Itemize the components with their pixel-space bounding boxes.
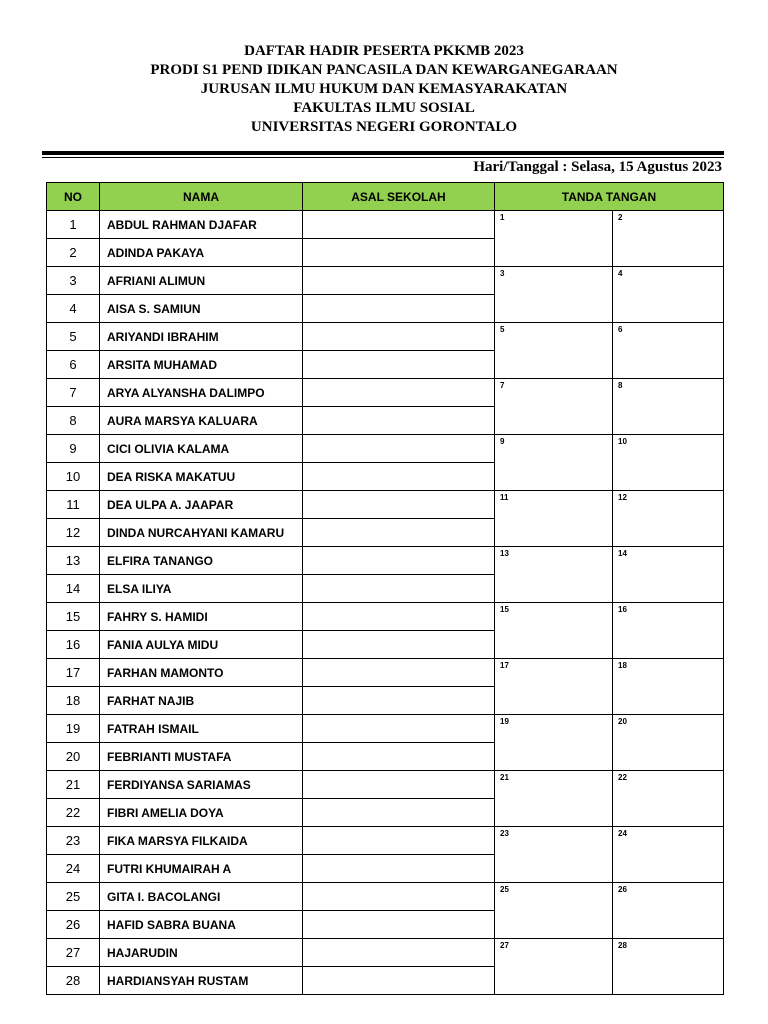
row-number: 27 <box>47 939 100 967</box>
signature-number: 10 <box>618 437 627 446</box>
school-cell[interactable] <box>303 351 495 379</box>
row-number: 1 <box>47 211 100 239</box>
row-number: 21 <box>47 771 100 799</box>
row-number: 4 <box>47 295 100 323</box>
participant-name: FATRAH ISMAIL <box>100 715 303 743</box>
header-title: DAFTAR HADIR PESERTA PKKMB 2023 <box>244 43 524 59</box>
school-cell[interactable] <box>303 463 495 491</box>
row-number: 7 <box>47 379 100 407</box>
signature-cell[interactable] <box>613 379 724 435</box>
school-cell[interactable] <box>303 715 495 743</box>
signature-cell[interactable] <box>495 267 613 323</box>
participant-name: FARHAN MAMONTO <box>100 659 303 687</box>
signature-cell[interactable] <box>613 883 724 939</box>
signature-cell[interactable] <box>495 211 613 267</box>
participant-name: DEA RISKA MAKATUU <box>100 463 303 491</box>
table-row <box>47 883 724 911</box>
signature-number: 8 <box>618 381 623 390</box>
school-cell[interactable] <box>303 827 495 855</box>
signature-cell[interactable] <box>495 827 613 883</box>
row-number: 25 <box>47 883 100 911</box>
participant-name: FIKA MARSYA FILKAIDA <box>100 827 303 855</box>
signature-cell[interactable] <box>495 547 613 603</box>
signature-number: 3 <box>500 269 505 278</box>
signature-number: 24 <box>618 829 627 838</box>
signature-number: 17 <box>500 661 509 670</box>
row-number: 20 <box>47 743 100 771</box>
signature-cell[interactable] <box>495 323 613 379</box>
table-row <box>47 379 724 407</box>
signature-number: 6 <box>618 325 623 334</box>
row-number: 14 <box>47 575 100 603</box>
signature-cell[interactable] <box>495 435 613 491</box>
header-faculty: FAKULTAS ILMU SOSIAL <box>293 100 475 116</box>
school-cell[interactable] <box>303 967 495 995</box>
column-header-signature: TANDA TANGAN <box>495 183 724 211</box>
signature-number: 20 <box>618 717 627 726</box>
signature-number: 4 <box>618 269 623 278</box>
school-cell[interactable] <box>303 491 495 519</box>
school-cell[interactable] <box>303 519 495 547</box>
header-university: UNIVERSITAS NEGERI GORONTALO <box>250 119 518 135</box>
table-row <box>47 827 724 855</box>
participant-name: ARIYANDI IBRAHIM <box>100 323 303 351</box>
school-cell[interactable] <box>303 575 495 603</box>
signature-number: 7 <box>500 381 505 390</box>
signature-cell[interactable] <box>613 827 724 883</box>
row-number: 16 <box>47 631 100 659</box>
signature-number: 15 <box>500 605 509 614</box>
signature-cell[interactable] <box>613 435 724 491</box>
signature-cell[interactable] <box>613 715 724 771</box>
table-row <box>47 491 724 519</box>
row-number: 9 <box>47 435 100 463</box>
table-row <box>47 715 724 743</box>
school-cell[interactable] <box>303 855 495 883</box>
row-number: 26 <box>47 911 100 939</box>
signature-cell[interactable] <box>613 491 724 547</box>
table-header-row <box>47 183 724 211</box>
participant-name: ELFIRA TANANGO <box>100 547 303 575</box>
signature-cell[interactable] <box>613 267 724 323</box>
school-cell[interactable] <box>303 659 495 687</box>
table-row <box>47 547 724 575</box>
signature-number: 23 <box>500 829 509 838</box>
row-number: 10 <box>47 463 100 491</box>
school-cell[interactable] <box>303 743 495 771</box>
signature-number: 27 <box>500 941 509 950</box>
school-cell[interactable] <box>303 379 495 407</box>
date-line: Hari/Tanggal : Selasa, 15 Agustus 2023 <box>473 159 722 175</box>
signature-number: 16 <box>618 605 627 614</box>
signature-cell[interactable] <box>495 715 613 771</box>
participant-name: AISA S. SAMIUN <box>100 295 303 323</box>
signature-cell[interactable] <box>613 771 724 827</box>
signature-cell[interactable] <box>613 659 724 715</box>
participant-name: FIBRI AMELIA DOYA <box>100 799 303 827</box>
signature-number: 25 <box>500 885 509 894</box>
signature-number: 2 <box>618 213 623 222</box>
column-header-no: NO <box>47 183 100 211</box>
participant-name: ARSITA MUHAMAD <box>100 351 303 379</box>
signature-number: 28 <box>618 941 627 950</box>
row-number: 18 <box>47 687 100 715</box>
participant-name: HAFID SABRA BUANA <box>100 911 303 939</box>
signature-number: 14 <box>618 549 627 558</box>
row-number: 2 <box>47 239 100 267</box>
signature-number: 13 <box>500 549 509 558</box>
signature-number: 22 <box>618 773 627 782</box>
table-row <box>47 603 724 631</box>
school-cell[interactable] <box>303 603 495 631</box>
row-number: 3 <box>47 267 100 295</box>
school-cell[interactable] <box>303 631 495 659</box>
table-row <box>47 211 724 239</box>
row-number: 13 <box>47 547 100 575</box>
row-number: 28 <box>47 967 100 995</box>
signature-number: 26 <box>618 885 627 894</box>
participant-name: ELSA ILIYA <box>100 575 303 603</box>
row-number: 24 <box>47 855 100 883</box>
table-row <box>47 771 724 799</box>
signature-number: 1 <box>500 213 505 222</box>
column-header-school: ASAL SEKOLAH <box>303 183 495 211</box>
participant-name: FANIA AULYA MIDU <box>100 631 303 659</box>
participant-name: DEA ULPA A. JAAPAR <box>100 491 303 519</box>
signature-number: 18 <box>618 661 627 670</box>
school-cell[interactable] <box>303 799 495 827</box>
school-cell[interactable] <box>303 239 495 267</box>
participant-name: AURA MARSYA KALUARA <box>100 407 303 435</box>
school-cell[interactable] <box>303 211 495 239</box>
signature-number: 19 <box>500 717 509 726</box>
school-cell[interactable] <box>303 407 495 435</box>
participant-name: AFRIANI ALIMUN <box>100 267 303 295</box>
participant-name: ABDUL RAHMAN DJAFAR <box>100 211 303 239</box>
signature-cell[interactable] <box>613 547 724 603</box>
header-divider-thin <box>42 157 724 158</box>
participant-name: FERDIYANSA SARIAMAS <box>100 771 303 799</box>
table-row <box>47 939 724 967</box>
participant-name: FAHRY S. HAMIDI <box>100 603 303 631</box>
header-department: JURUSAN ILMU HUKUM DAN KEMASYARAKATAN <box>200 81 568 97</box>
table-row <box>47 659 724 687</box>
signature-cell[interactable] <box>613 323 724 379</box>
participant-name: GITA I. BACOLANGI <box>100 883 303 911</box>
row-number: 17 <box>47 659 100 687</box>
participant-name: DINDA NURCAHYANI KAMARU <box>100 519 303 547</box>
participant-name: FEBRIANTI MUSTAFA <box>100 743 303 771</box>
table-row <box>47 435 724 463</box>
row-number: 11 <box>47 491 100 519</box>
row-number: 23 <box>47 827 100 855</box>
signature-cell[interactable] <box>495 771 613 827</box>
school-cell[interactable] <box>303 883 495 911</box>
signature-number: 21 <box>500 773 509 782</box>
header-program: PRODI S1 PEND IDIKAN PANCASILA DAN KEWARGANEGARAAN <box>150 62 618 78</box>
document-header <box>0 42 768 137</box>
row-number: 5 <box>47 323 100 351</box>
row-number: 8 <box>47 407 100 435</box>
school-cell[interactable] <box>303 435 495 463</box>
participant-name: FUTRI KHUMAIRAH A <box>100 855 303 883</box>
signature-number: 11 <box>500 493 509 502</box>
participant-name: CICI OLIVIA KALAMA <box>100 435 303 463</box>
signature-number: 5 <box>500 325 505 334</box>
table-row <box>47 323 724 351</box>
participant-name: ARYA ALYANSHA DALIMPO <box>100 379 303 407</box>
school-cell[interactable] <box>303 547 495 575</box>
row-number: 22 <box>47 799 100 827</box>
row-number: 6 <box>47 351 100 379</box>
header-divider-thick <box>42 151 724 155</box>
school-cell[interactable] <box>303 911 495 939</box>
table-row <box>47 267 724 295</box>
school-cell[interactable] <box>303 771 495 799</box>
signature-cell[interactable] <box>495 491 613 547</box>
school-cell[interactable] <box>303 939 495 967</box>
signature-cell[interactable] <box>613 211 724 267</box>
school-cell[interactable] <box>303 323 495 351</box>
participant-name: FARHAT NAJIB <box>100 687 303 715</box>
participant-name: HARDIANSYAH RUSTAM <box>100 967 303 995</box>
signature-cell[interactable] <box>495 603 613 659</box>
signature-cell[interactable] <box>613 939 724 995</box>
attendance-table <box>46 182 724 995</box>
row-number: 19 <box>47 715 100 743</box>
school-cell[interactable] <box>303 295 495 323</box>
table-body <box>47 211 724 995</box>
signature-cell[interactable] <box>495 883 613 939</box>
signature-cell[interactable] <box>495 939 613 995</box>
row-number: 15 <box>47 603 100 631</box>
signature-number: 12 <box>618 493 627 502</box>
school-cell[interactable] <box>303 687 495 715</box>
row-number: 12 <box>47 519 100 547</box>
participant-name: HAJARUDIN <box>100 939 303 967</box>
participant-name: ADINDA PAKAYA <box>100 239 303 267</box>
signature-cell[interactable] <box>495 379 613 435</box>
signature-cell[interactable] <box>613 603 724 659</box>
school-cell[interactable] <box>303 267 495 295</box>
signature-cell[interactable] <box>495 659 613 715</box>
column-header-name: NAMA <box>100 183 303 211</box>
signature-number: 9 <box>500 437 505 446</box>
